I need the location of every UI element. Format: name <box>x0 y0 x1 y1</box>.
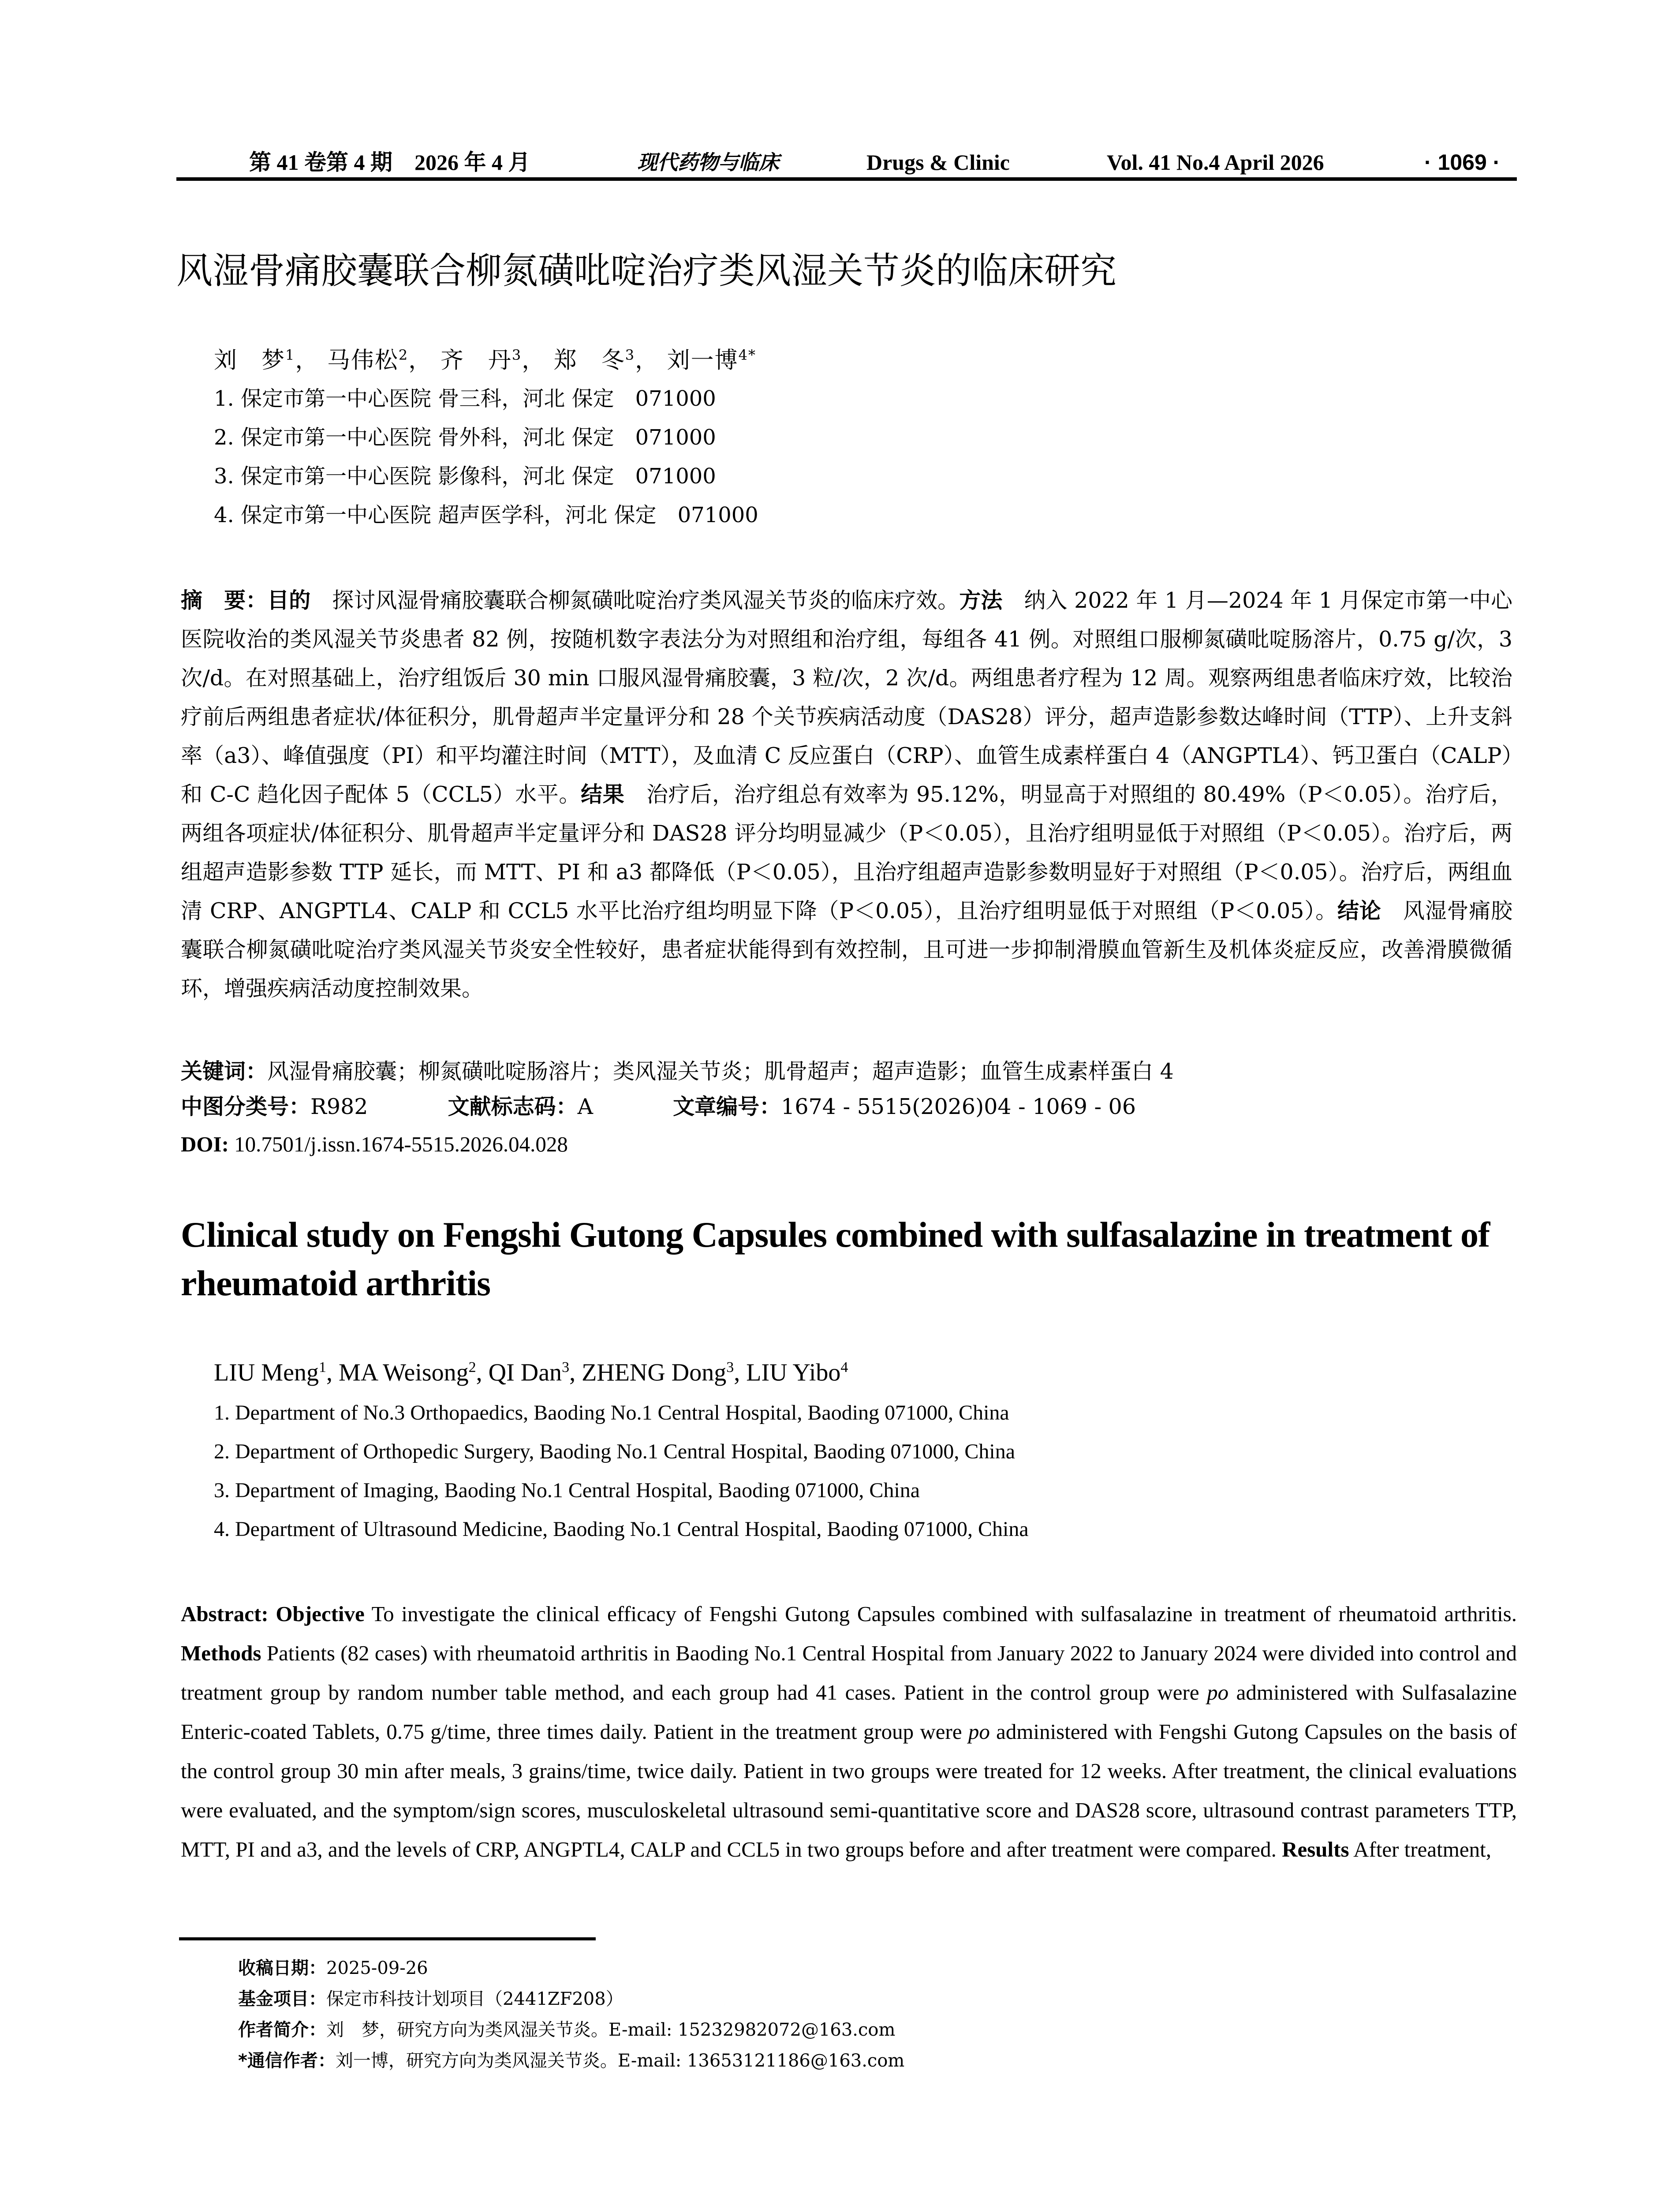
po-term: po <box>968 1719 990 1744</box>
doi-link[interactable]: 10.7501/j.issn.1674-5515.2026.04.028 <box>228 1132 568 1156</box>
affiliation-en: 3. Department of Imaging, Baoding No.1 Central Hospital, Baoding 071000, China <box>214 1479 920 1502</box>
affiliation-en: 2. Department of Orthopedic Surgery, Baoding No.1 Central Hospital, Baoding 071000, China <box>214 1440 1015 1463</box>
classification-line <box>181 1089 1136 1125</box>
doc-code-value: A <box>577 1094 593 1119</box>
author-affil-mark: 1 <box>285 347 295 363</box>
objective-text: 探讨风湿骨痛胶囊联合柳氮磺吡啶治疗类风湿关节炎的临床疗效。 <box>310 588 959 613</box>
abstract-label: 摘 要： <box>181 588 268 613</box>
affiliation-cn: 1. 保定市第一中心医院 骨三科，河北 保定 071000 <box>214 386 716 411</box>
footnote-rule <box>179 1937 596 1940</box>
author-en: LIU Meng <box>214 1359 319 1387</box>
author-cn: 刘 梦 <box>214 347 286 374</box>
footnote-text: 2025-09-26 <box>326 1958 428 1978</box>
author-cn: 郑 冬 <box>553 347 625 374</box>
author-en: MA Weisong <box>338 1359 469 1387</box>
author-en: ZHENG Dong <box>582 1359 727 1387</box>
keywords-text: 风湿骨痛胶囊；柳氮磺吡啶肠溶片；类风湿关节炎；肌骨超声；超声造影；血管生成素样蛋白 4 <box>267 1059 1174 1084</box>
author-affil-mark: 3 <box>562 1359 570 1375</box>
objective-text: To investigate the clinical efficacy of Fengshi Gutong Capsules combined with sulfasalazine in treatment of rheumatoid arthritis. <box>364 1602 1517 1626</box>
footnote-corresponding-author <box>238 2046 904 2075</box>
clc-label: 中图分类号： <box>181 1094 311 1119</box>
header-rule <box>176 177 1517 181</box>
clc-value: R982 <box>310 1094 368 1119</box>
author-cn: 齐 丹 <box>440 347 512 374</box>
article-no-value: 1674 - 5515(2026)04 - 1069 - 06 <box>781 1094 1136 1119</box>
conclusion-label: 结论 <box>1337 898 1381 923</box>
author-cn: 马伟松 <box>327 347 399 374</box>
author-en: QI Dan <box>488 1359 562 1387</box>
affiliation-cn: 2. 保定市第一中心医院 骨外科，河北 保定 071000 <box>214 425 716 450</box>
results-label: Results <box>1282 1837 1349 1861</box>
footnote-funding <box>238 1984 623 2014</box>
journal-name-en: Drugs & Clinic <box>866 150 1010 175</box>
article-title-en: Clinical study on Fengshi Gutong Capsules combined with sulfasalazine in treatment of rheumatoid arthritis <box>181 1215 1490 1303</box>
affiliation-en: 1. Department of No.3 Orthopaedics, Baoding No.1 Central Hospital, Baoding 071000, China <box>214 1401 1009 1424</box>
issue-en: Vol. 41 No.4 April 2026 <box>1107 150 1324 175</box>
author-affil-mark: 3 <box>625 347 635 363</box>
footnote-label: 基金项目： <box>238 1989 326 2009</box>
article-no-label: 文章编号： <box>673 1094 781 1119</box>
methods-text: 纳入 2022 年 1 月—2024 年 1 月保定市第一中心医院收治的类风湿关节炎患者 82 例，按随机数字表法分为对照组和治疗组，每组各 41 例。对照组口服柳氮磺吡啶肠溶片，0.75 g/次，3 次/d。在对照基础上，治疗组饭后 30 min 口服风湿骨痛胶囊，3 粒/次，2 次/d。两组患者疗程为 12 周。观察两组患者临床疗效，比较治疗前后两组患者症状/体征积分，肌骨超声半定量评分和 28 个关节疾病活动度（DAS28）评分，超声造影参数达峰时间（TTP）、上升支斜率（a3）、峰值强度（PI）和平均灌注时间（MTT），及血清 C 反应蛋白（CRP）、血管生成素样蛋白 4（ANGPTL4）、钙卫蛋白（CALP）和 C-C 趋化因子配体 5（CCL5）水平。 <box>181 588 1512 807</box>
footnote-label: 收稿日期： <box>238 1958 326 1978</box>
objective-label: 目的 <box>267 588 311 613</box>
footnote-author-bio <box>238 2015 895 2044</box>
footnote-label: *通信作者： <box>238 2051 336 2071</box>
author-affil-mark: 1 <box>318 1359 326 1375</box>
doi-line <box>181 1127 568 1162</box>
methods-label: Methods <box>181 1641 261 1665</box>
footnote-text: 保定市科技计划项目（2441ZF208） <box>326 1989 623 2009</box>
affiliation-cn: 4. 保定市第一中心医院 超声医学科，河北 保定 071000 <box>214 503 758 527</box>
footnote-text: 刘一博，研究方向为类风湿关节炎。E-mail: 13653121186@163.com <box>335 2051 905 2071</box>
page-number: · 1069 · <box>1424 150 1501 175</box>
results-text: 治疗后，治疗组总有效率为 95.12%，明显高于对照组的 80.49%（P＜0.05）。治疗后，两组各项症状/体征积分、肌骨超声半定量评分和 DAS28 评分均明显减少（P＜0.05），且治疗组明显低于对照组（P＜0.05）。治疗后，两组超声造影参数 TTP 延长，而 MTT、PI 和 a3 都降低（P＜0.05），且治疗组超声造影参数明显好于对照组（P＜0.05）。治疗后，两组血清 CRP、ANGPTL4、CALP 和 CCL5 水平比治疗组均明显下降（P＜0.05），且治疗组明显低于对照组（P＜0.05）。 <box>181 782 1512 923</box>
running-header <box>176 145 1517 180</box>
author-en: LIU Yibo <box>746 1359 841 1387</box>
affiliation-en: 4. Department of Ultrasound Medicine, Baoding No.1 Central Hospital, Baoding 071000, China <box>214 1517 1029 1541</box>
footnote-received <box>238 1954 428 1983</box>
author-cn: 刘一博 <box>667 347 739 374</box>
footnote-text: 刘 梦，研究方向为类风湿关节炎。E-mail: 15232982072@163.com <box>326 2020 896 2040</box>
doc-code-label: 文献标志码： <box>448 1094 578 1119</box>
footnote-label: 作者简介： <box>238 2020 326 2040</box>
methods-label: 方法 <box>959 588 1003 613</box>
methods-text: administered with Fengshi Gutong Capsules on the basis of the control group 30 min after meals, 3 grains/time, twice daily. Patient in two groups were treated for 12 weeks. After treatment, the clinical evaluations were evaluated, and the symptom/sign scores, musculoskeletal ultrasound semi-quantitative score and DAS28 score, ultrasound contrast parameters TTP, MTT, PI and a3, and the levels of CRP, ANGPTL4, CALP and CCL5 in two groups before and after treatment were compared. <box>181 1719 1517 1861</box>
issue-cn: 第 41 卷第 4 期 2026 年 4 月 <box>249 150 530 175</box>
affiliation-cn: 3. 保定市第一中心医院 影像科，河北 保定 071000 <box>214 464 716 489</box>
author-affil-mark: 4* <box>738 347 756 363</box>
keywords-label: 关键词： <box>181 1059 268 1084</box>
author-affil-mark: 2 <box>468 1359 476 1375</box>
keywords-cn <box>181 1054 1174 1089</box>
abstract-cn <box>181 581 1512 1008</box>
author-affil-mark: 4 <box>840 1359 848 1375</box>
conclusion-text: 风湿骨痛胶囊联合柳氮磺吡啶治疗类风湿关节炎安全性较好，患者症状能得到有效控制，且可进一步抑制滑膜血管新生及机体炎症反应，改善滑膜微循环，增强疾病活动度控制效果。 <box>181 898 1512 1001</box>
methods-text: administered with Sulfasalazine Enteric-coated Tablets, 0.75 g/time, three times daily. Patient in the treatment group were <box>181 1680 1517 1744</box>
po-term: po <box>1207 1680 1229 1704</box>
author-list-cn: 刘 梦$^1$， 马伟松$^2$， 齐 丹$^3$， 郑 冬$^3$， 刘一博$^{4*}$ <box>214 347 756 374</box>
abstract-en <box>181 1594 1517 1869</box>
methods-text: Patients (82 cases) with rheumatoid arthritis in Baoding No.1 Central Hospital from January 2022 to January 2024 were divided into control and treatment group by random number table method, and each group had 41 cases. Patient in the control group were <box>181 1641 1517 1704</box>
results-label: 结果 <box>581 782 625 807</box>
author-affil-mark: 3 <box>511 347 522 363</box>
author-affil-mark: 2 <box>398 347 409 363</box>
abstract-objective-label: Abstract: Objective <box>181 1602 365 1626</box>
journal-name-cn: 现代药物与临床 <box>637 150 779 174</box>
results-text: After treatment, <box>1349 1837 1492 1861</box>
doi-label: DOI: <box>181 1132 229 1156</box>
author-list-en: LIU Meng$^1$, MA Weisong$^2$, QI Dan$^3$, ZHENG Dong$^3$, LIU Yibo$^4$ <box>214 1359 848 1387</box>
author-affil-mark: 3 <box>726 1359 734 1375</box>
article-title-cn: 风湿骨痛胶囊联合柳氮磺吡啶治疗类风湿关节炎的临床研究 <box>176 250 1117 292</box>
